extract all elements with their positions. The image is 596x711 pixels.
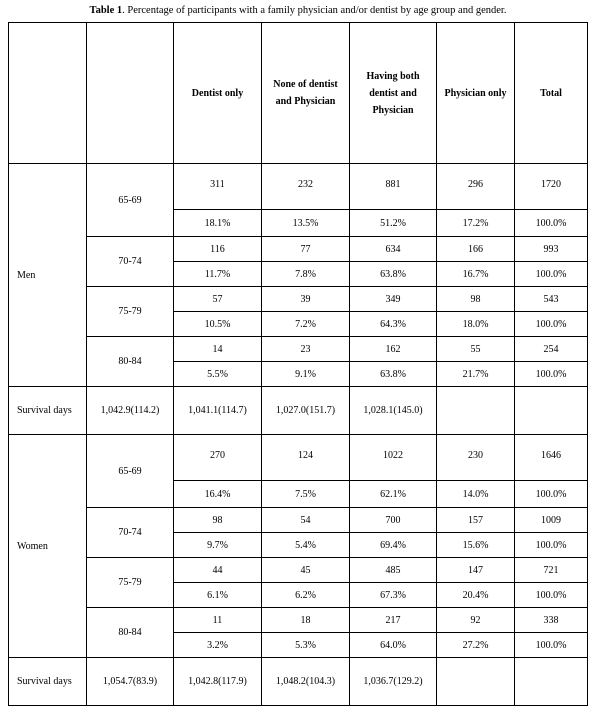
percent-cell: 5.5% xyxy=(174,362,262,387)
header-total: Total xyxy=(515,23,588,164)
count-cell: 1009 xyxy=(515,508,588,533)
count-cell: 634 xyxy=(350,237,437,262)
percent-cell: 100.0% xyxy=(515,481,588,508)
count-cell: 230 xyxy=(437,435,515,481)
survival-value xyxy=(437,658,515,706)
header-both: Having both dentist and Physician xyxy=(350,23,437,164)
count-cell: 721 xyxy=(515,558,588,583)
survival-value: 1,042.9(114.2) xyxy=(87,387,174,435)
percent-cell: 64.0% xyxy=(350,633,437,658)
count-cell: 14 xyxy=(174,337,262,362)
count-cell: 338 xyxy=(515,608,588,633)
count-cell: 124 xyxy=(262,435,350,481)
survival-value: 1,028.1(145.0) xyxy=(350,387,437,435)
percent-cell: 7.2% xyxy=(262,312,350,337)
percent-cell: 16.7% xyxy=(437,262,515,287)
percent-cell: 13.5% xyxy=(262,210,350,237)
table-row xyxy=(9,337,588,362)
percent-cell: 15.6% xyxy=(437,533,515,558)
percent-cell: 14.0% xyxy=(437,481,515,508)
header-none: None of dentist and Physician xyxy=(262,23,350,164)
survival-value xyxy=(515,387,588,435)
percent-cell: 100.0% xyxy=(515,262,588,287)
percent-cell: 67.3% xyxy=(350,583,437,608)
survival-value: 1,036.7(129.2) xyxy=(350,658,437,706)
percent-cell: 16.4% xyxy=(174,481,262,508)
percent-cell: 100.0% xyxy=(515,312,588,337)
percent-cell: 100.0% xyxy=(515,633,588,658)
percent-cell: 17.2% xyxy=(437,210,515,237)
count-cell: 1646 xyxy=(515,435,588,481)
caption-text: . Percentage of participants with a family physician and/or dentist by age group and gender. xyxy=(122,5,507,16)
header-physician-only: Physician only xyxy=(437,23,515,164)
age-group-cell: 80-84 xyxy=(87,608,174,658)
percent-cell: 62.1% xyxy=(350,481,437,508)
count-cell: 311 xyxy=(174,164,262,210)
percent-cell: 7.5% xyxy=(262,481,350,508)
percent-cell: 64.3% xyxy=(350,312,437,337)
percent-cell: 100.0% xyxy=(515,533,588,558)
count-cell: 1720 xyxy=(515,164,588,210)
count-cell: 18 xyxy=(262,608,350,633)
percent-cell: 11.7% xyxy=(174,262,262,287)
header-cell xyxy=(9,23,87,164)
count-cell: 45 xyxy=(262,558,350,583)
survival-label: Survival days xyxy=(9,387,87,435)
survival-value: 1,048.2(104.3) xyxy=(262,658,350,706)
age-group-cell: 75-79 xyxy=(87,287,174,337)
survival-value xyxy=(437,387,515,435)
percent-cell: 6.1% xyxy=(174,583,262,608)
survival-value: 1,027.0(151.7) xyxy=(262,387,350,435)
women-section xyxy=(9,435,588,706)
table-row xyxy=(9,508,588,533)
count-cell: 23 xyxy=(262,337,350,362)
count-cell: 77 xyxy=(262,237,350,262)
percent-cell: 63.8% xyxy=(350,362,437,387)
men-section xyxy=(9,164,588,435)
participants-table xyxy=(8,22,588,706)
count-cell: 157 xyxy=(437,508,515,533)
count-cell: 116 xyxy=(174,237,262,262)
women-gender-label: Women xyxy=(9,435,87,658)
percent-cell: 5.3% xyxy=(262,633,350,658)
table-row xyxy=(9,237,588,262)
table-row xyxy=(9,164,588,210)
table-row xyxy=(9,435,588,481)
survival-value: 1,041.1(114.7) xyxy=(174,387,262,435)
percent-cell: 18.1% xyxy=(174,210,262,237)
percent-cell: 21.7% xyxy=(437,362,515,387)
age-group-cell: 65-69 xyxy=(87,164,174,237)
percent-cell: 100.0% xyxy=(515,583,588,608)
count-cell: 217 xyxy=(350,608,437,633)
percent-cell: 9.7% xyxy=(174,533,262,558)
survival-value: 1,054.7(83.9) xyxy=(87,658,174,706)
count-cell: 39 xyxy=(262,287,350,312)
count-cell: 270 xyxy=(174,435,262,481)
count-cell: 57 xyxy=(174,287,262,312)
men-gender-label: Men xyxy=(9,164,87,387)
percent-cell: 100.0% xyxy=(515,210,588,237)
survival-label: Survival days xyxy=(9,658,87,706)
caption-label: Table 1 xyxy=(89,5,123,16)
count-cell: 162 xyxy=(350,337,437,362)
table-caption xyxy=(0,4,596,18)
percent-cell: 63.8% xyxy=(350,262,437,287)
count-cell: 296 xyxy=(437,164,515,210)
men-survival-row xyxy=(9,387,588,435)
percent-cell: 100.0% xyxy=(515,362,588,387)
header-dentist-only: Dentist only xyxy=(174,23,262,164)
count-cell: 44 xyxy=(174,558,262,583)
age-group-cell: 70-74 xyxy=(87,237,174,287)
percent-cell: 5.4% xyxy=(262,533,350,558)
percent-cell: 6.2% xyxy=(262,583,350,608)
count-cell: 1022 xyxy=(350,435,437,481)
age-group-cell: 80-84 xyxy=(87,337,174,387)
women-survival-row xyxy=(9,658,588,706)
percent-cell: 9.1% xyxy=(262,362,350,387)
count-cell: 166 xyxy=(437,237,515,262)
count-cell: 254 xyxy=(515,337,588,362)
survival-value xyxy=(515,658,588,706)
percent-cell: 10.5% xyxy=(174,312,262,337)
count-cell: 700 xyxy=(350,508,437,533)
count-cell: 993 xyxy=(515,237,588,262)
count-cell: 485 xyxy=(350,558,437,583)
percent-cell: 18.0% xyxy=(437,312,515,337)
age-group-cell: 75-79 xyxy=(87,558,174,608)
table-row xyxy=(9,287,588,312)
count-cell: 55 xyxy=(437,337,515,362)
count-cell: 543 xyxy=(515,287,588,312)
count-cell: 98 xyxy=(437,287,515,312)
percent-cell: 20.4% xyxy=(437,583,515,608)
age-group-cell: 65-69 xyxy=(87,435,174,508)
percent-cell: 69.4% xyxy=(350,533,437,558)
table-row xyxy=(9,558,588,583)
percent-cell: 3.2% xyxy=(174,633,262,658)
percent-cell: 51.2% xyxy=(350,210,437,237)
survival-value: 1,042.8(117.9) xyxy=(174,658,262,706)
count-cell: 54 xyxy=(262,508,350,533)
percent-cell: 27.2% xyxy=(437,633,515,658)
header-row xyxy=(9,23,588,164)
count-cell: 349 xyxy=(350,287,437,312)
count-cell: 881 xyxy=(350,164,437,210)
age-group-cell: 70-74 xyxy=(87,508,174,558)
percent-cell: 7.8% xyxy=(262,262,350,287)
table-row xyxy=(9,608,588,633)
header-cell xyxy=(87,23,174,164)
count-cell: 11 xyxy=(174,608,262,633)
count-cell: 92 xyxy=(437,608,515,633)
count-cell: 147 xyxy=(437,558,515,583)
count-cell: 98 xyxy=(174,508,262,533)
count-cell: 232 xyxy=(262,164,350,210)
